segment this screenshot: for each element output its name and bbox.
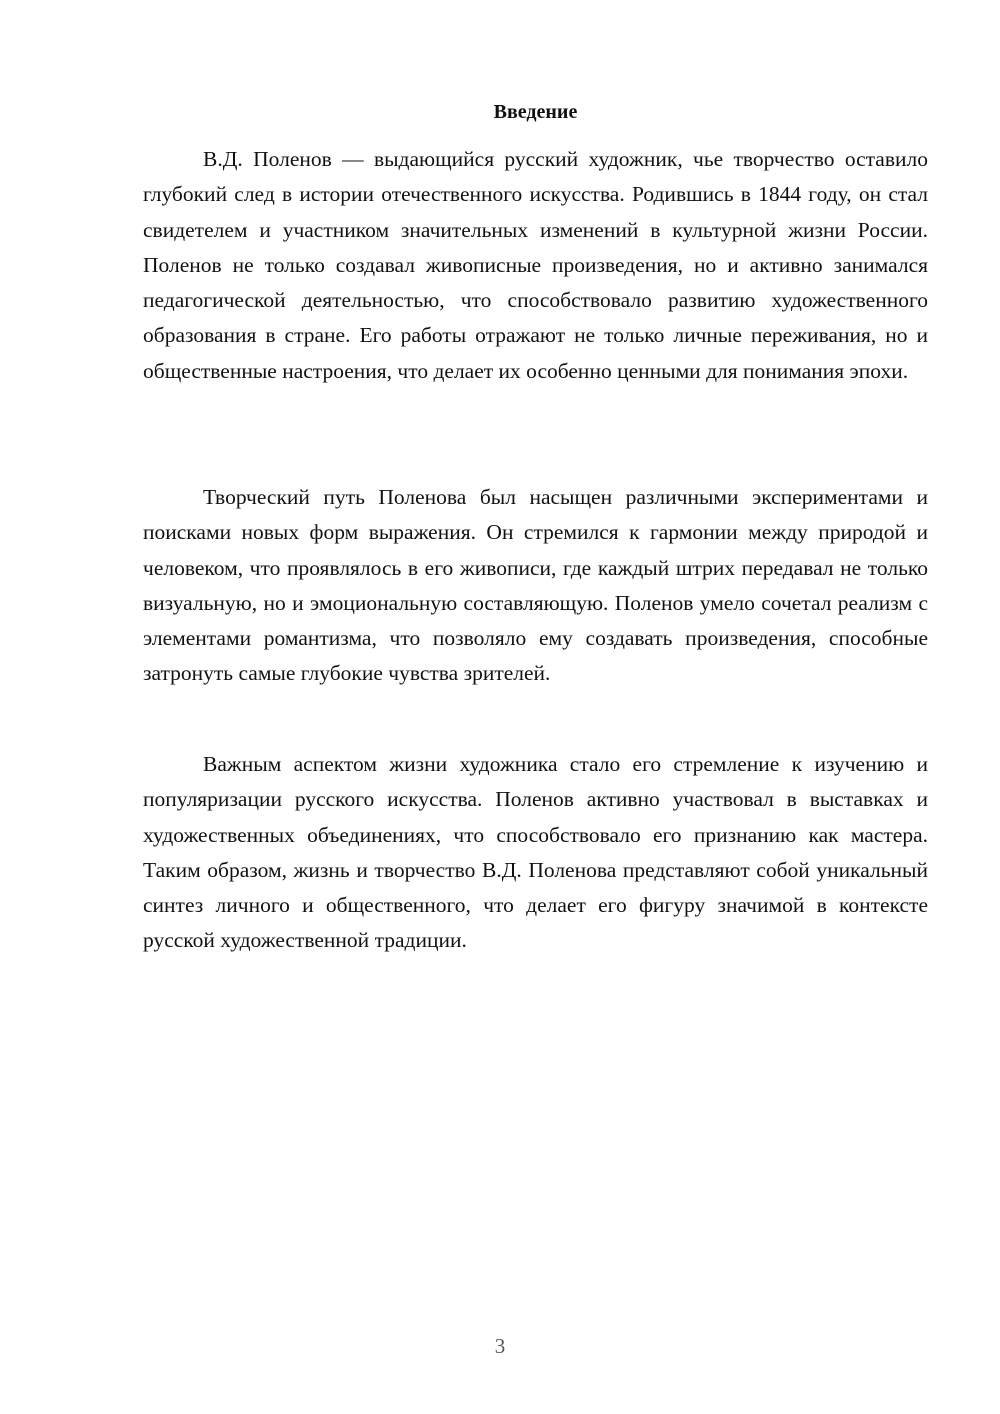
body-paragraph: Творческий путь Поленова был насыщен различными экспериментами и поисками новых форм выражения. Он стремился к гармонии между природой и человеком, что проявлялось в его живописи, где каждый штрих передавал не только визуальную, но и эмоциональную составляющую. Поленов умело сочетал реализм с элементами романтизма, что позволяло ему создавать произведения, способные затронуть самые глубокие чувства зрителей. xyxy=(143,485,928,686)
page-number: 3 xyxy=(494,1334,506,1358)
body-paragraph: В.Д. Поленов — выдающийся русский художник, чье творчество оставило глубокий след в истории отечественного искусства. Родившись в 1844 году, он стал свидетелем и участником значительных изменений в культурной жизни России. Поленов не только создавал живописные произведения, но и активно занимался педагогической деятельностью, что способствовало развитию художественного образования в стране. Его работы отражают не только личные переживания, но и общественные настроения, что делает их особенно ценными для понимания эпохи. xyxy=(143,147,928,383)
section-heading: Введение xyxy=(493,101,578,123)
body-paragraph: Важным аспектом жизни художника стало его стремление к изучению и популяризации русского искусства. Поленов активно участвовал в выставках и художественных объединениях, что способствовало его признанию как мастера. Таким образом, жизнь и творчество В.Д. Поленова представляют собой уникальный синтез личного и общественного, что делает его фигуру значимой в контексте русской художественной традиции. xyxy=(143,752,928,953)
